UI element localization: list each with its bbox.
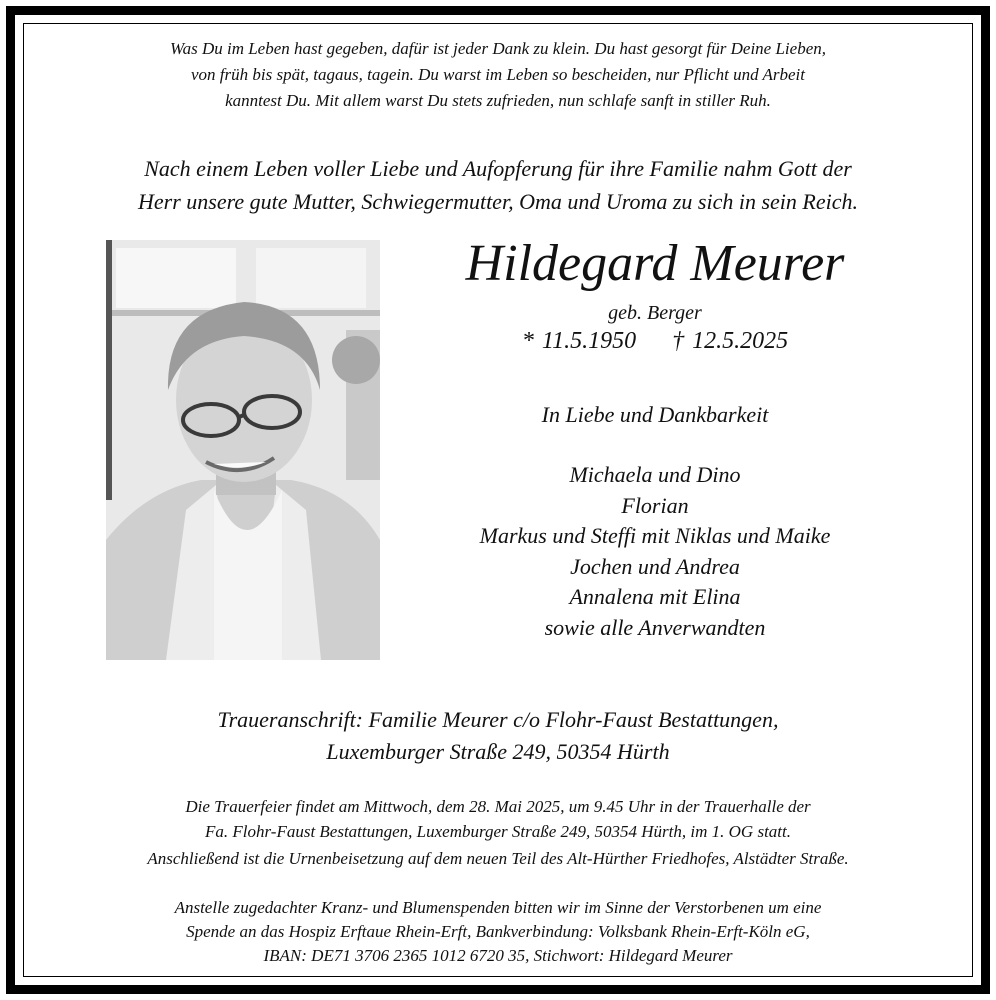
mourning-address	[24, 704, 972, 768]
family-list	[444, 460, 866, 643]
poem-line: Was Du im Leben hast gegeben, dafür ist jeder Dank zu klein. Du hast gesorgt für Deine Lieben,	[169, 39, 826, 58]
ceremony-line: Fa. Flohr-Faust Bestattungen, Luxemburger Straße 249, 50354 Hürth, im 1. OG statt.	[205, 822, 791, 841]
family-member: Florian	[621, 492, 689, 518]
donation-info	[24, 896, 972, 968]
family-member: Markus und Steffi mit Niklas und Maike	[479, 523, 831, 548]
family-member: sowie alle Anverwandten	[544, 614, 766, 640]
birth-date: * 11.5.1950	[521, 328, 637, 354]
death-date: † 12.5.2025	[672, 328, 789, 354]
address-line: Luxemburger Straße 249, 50354 Hürth	[326, 739, 670, 764]
donation-line: IBAN: DE71 3706 2365 1012 6720 35, Stichwort: Hildegard Meurer	[263, 946, 733, 965]
intro-line: Herr unsere gute Mutter, Schwiegermutter, Oma und Uroma zu sich in sein Reich.	[138, 189, 858, 214]
intro-line: Nach einem Leben voller Liebe und Aufopferung für ihre Familie nahm Gott der	[144, 156, 852, 181]
intro-text	[24, 152, 972, 218]
family-member: Michaela und Dino	[569, 462, 741, 487]
life-dates	[444, 326, 866, 356]
obituary-inner-border	[23, 23, 973, 977]
urn-line: Anschließend ist die Urnenbeisetzung auf dem neuen Teil des Alt-Hürther Friedhofes, Alstädter Straße.	[147, 849, 849, 868]
address-line: Traueranschrift: Familie Meurer c/o Flohr-Faust Bestattungen,	[217, 707, 779, 732]
maiden-name: geb. Berger	[608, 302, 702, 324]
donation-line: Anstelle zugedachter Kranz- und Blumenspenden bitten wir im Sinne der Verstorbenen um eine	[174, 898, 822, 917]
ceremony-info	[24, 794, 972, 844]
family-member: Jochen und Andrea	[570, 553, 740, 579]
obituary-frame	[6, 6, 990, 994]
deceased-name: Hildegard Meurer	[465, 235, 845, 292]
family-member: Annalena mit Elina	[569, 584, 741, 609]
portrait-illustration	[106, 240, 380, 660]
poem-line: kanntest Du. Mit allem warst Du stets zufrieden, nun schlafe sanft in stiller Ruh.	[225, 91, 771, 110]
poem-line: von früh bis spät, tagaus, tagein. Du warst im Leben so bescheiden, nur Pflicht und Arbeit	[190, 65, 806, 84]
portrait-photo	[106, 240, 380, 660]
donation-line: Spende an das Hospiz Erftaue Rhein-Erft, Bankverbindung: Volksbank Rhein-Erft-Köln eG,	[186, 922, 810, 941]
poem	[24, 36, 972, 114]
gratitude-line: In Liebe und Dankbarkeit	[541, 402, 769, 427]
ceremony-line: Die Trauerfeier findet am Mittwoch, dem 28. Mai 2025, um 9.45 Uhr in der Trauerhalle der	[185, 797, 811, 816]
urn-burial-info	[24, 846, 972, 871]
